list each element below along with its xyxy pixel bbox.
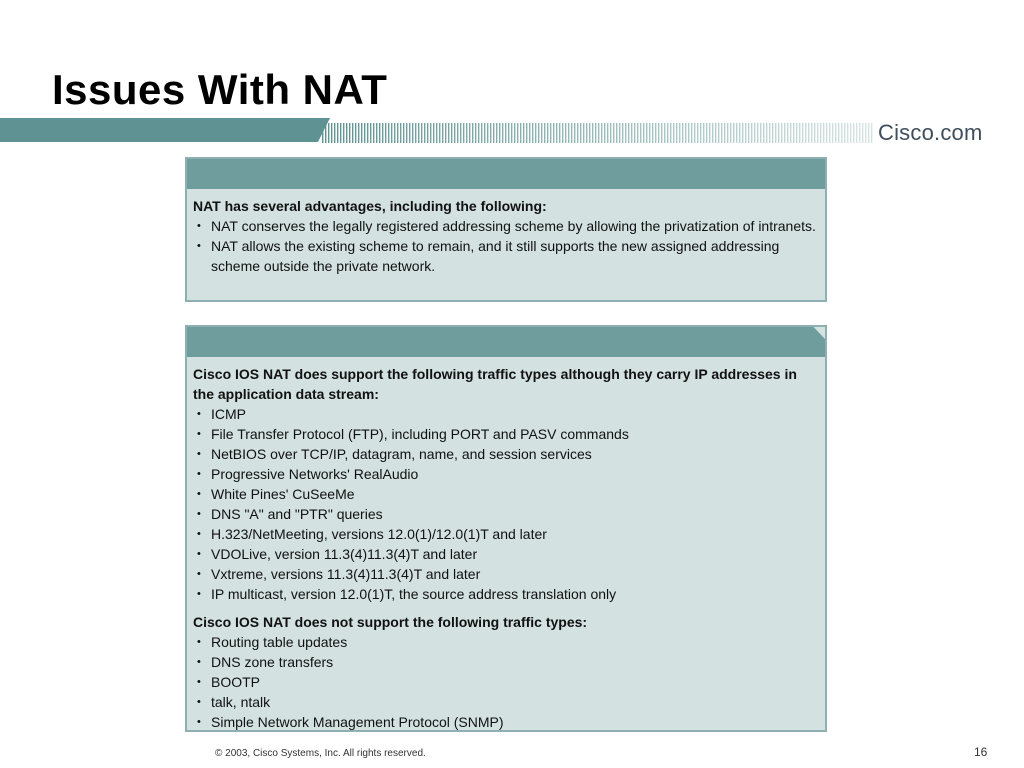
list-item: • IP multicast, version 12.0(1)T, the source address translation only: [193, 584, 819, 604]
traffic-types-panel: [185, 325, 827, 732]
list-item: • BOOTP: [193, 672, 819, 692]
list-item: • Simple Network Management Protocol (SNMP): [193, 712, 819, 732]
list-item: • White Pines' CuSeeMe: [193, 484, 819, 504]
list-item: • Routing table updates: [193, 632, 819, 652]
panel-header-bar: [187, 159, 825, 189]
list-item: • NetBIOS over TCP/IP, datagram, name, and session services: [193, 444, 819, 464]
list-item: • Progressive Networks' RealAudio: [193, 464, 819, 484]
supported-heading: Cisco IOS NAT does support the following traffic types although they carry IP addresses in the application data stream:: [193, 366, 797, 402]
list-item: • ICMP: [193, 404, 819, 424]
list-item: • Vxtreme, versions 11.3(4)11.3(4)T and later: [193, 564, 819, 584]
advantages-panel: [185, 157, 827, 302]
page-number: 16: [974, 745, 988, 759]
list-item: • File Transfer Protocol (FTP), including PORT and PASV commands: [193, 424, 819, 444]
list-item: • DNS zone transfers: [193, 652, 819, 672]
cisco-logo: Cisco.com: [878, 120, 983, 145]
unsupported-heading: Cisco IOS NAT does not support the following traffic types:: [193, 614, 588, 630]
list-item: • DNS "A" and "PTR" queries: [193, 504, 819, 524]
list-item: • talk, ntalk: [193, 692, 819, 712]
list-item: • H.323/NetMeeting, versions 12.0(1)/12.0(1)T and later: [193, 524, 819, 544]
copyright-footer: © 2003, Cisco Systems, Inc. All rights reserved.: [215, 748, 426, 759]
advantages-heading: NAT has several advantages, including the following:: [193, 198, 547, 214]
list-item: • NAT allows the existing scheme to remain, and it still supports the new assigned addressing scheme outside the private network.: [193, 236, 819, 276]
panel-header-bar: [187, 327, 825, 357]
slide-title: Issues With NAT: [52, 66, 388, 113]
header-stripe-bar: [0, 116, 1024, 148]
list-item: • NAT conserves the legally registered addressing scheme by allowing the privatization of intranets.: [193, 216, 819, 236]
list-item: • VDOLive, version 11.3(4)11.3(4)T and later: [193, 544, 819, 564]
